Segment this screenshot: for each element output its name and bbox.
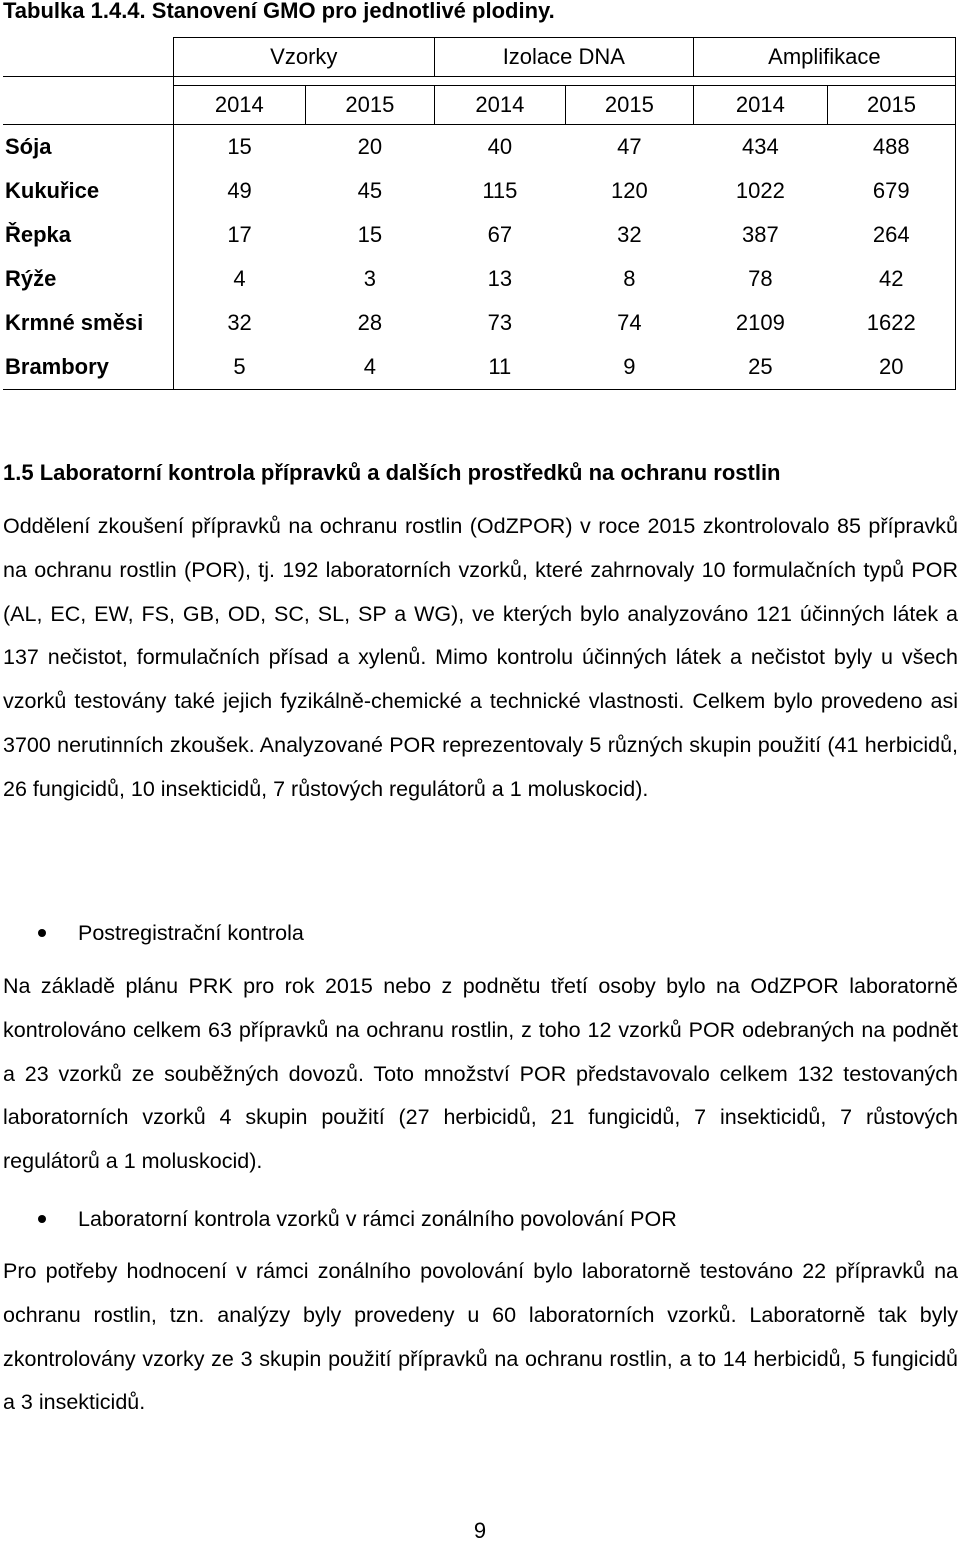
bullet-zonalni	[38, 1204, 677, 1234]
table-cell: 11	[434, 345, 565, 390]
table-cell: 20	[827, 345, 955, 390]
bullet-postregistracni	[38, 918, 304, 948]
table-cell: 25	[693, 345, 827, 390]
row-label: Sója	[3, 125, 173, 170]
table-cell: 5	[173, 345, 305, 390]
table-cell: 40	[434, 125, 565, 170]
year-header: 2014	[693, 86, 827, 125]
table-row	[3, 345, 956, 390]
row-label: Rýže	[3, 257, 173, 301]
table-row	[3, 257, 956, 301]
table-cell: 115	[482, 178, 518, 203]
table-cell: 1622	[827, 301, 955, 345]
table-cell: 2109	[735, 310, 785, 335]
table-cell: 28	[357, 310, 383, 335]
year-header: 2015	[827, 86, 955, 125]
year-header: 2015	[305, 86, 434, 125]
table-cell: 67	[487, 222, 513, 247]
bullet-dot-icon	[38, 1215, 46, 1223]
table-cell: 42	[827, 257, 955, 301]
table-cell: 78	[748, 266, 773, 291]
table-cell: 15	[173, 125, 305, 170]
table-cell: 9	[565, 345, 693, 390]
table-row	[3, 125, 956, 170]
page-number: 9	[473, 1518, 487, 1543]
paragraph-zonalni: Pro potřeby hodnocení v rámci zonálního povolování bylo laboratorně testováno 22 přípravků na ochranu rostlin, tzn. analýzy byly provedeny u 60 laboratorních vzorků. Laboratorně tak byly zkontrolovány vzorky ze 3 skupin použití přípravků na ochranu rostlin, a to 14 herbicidů, 5 fungicidů a 3 insekticidů.	[3, 1259, 958, 1415]
group-header-izolace: Izolace DNA	[434, 38, 693, 77]
table-cell: 74	[617, 310, 642, 335]
table-cell: 32	[617, 222, 642, 247]
table-cell: 13	[487, 266, 513, 291]
year-header: 2014	[434, 86, 565, 125]
row-label: Krmné směsi	[3, 301, 173, 345]
table-cell: 387	[742, 222, 779, 247]
table-cell: 47	[565, 125, 693, 170]
row-label: Kukuřice	[3, 169, 173, 213]
paragraph-prk: Na základě plánu PRK pro rok 2015 nebo z podnětu třetí osoby bylo na OdZPOR laboratorně kontrolováno celkem 63 přípravků na ochranu rostlin, z toho 12 vzorků POR odebraných na podnět a 23 vzorků ze souběžných dovozů. Toto množství POR představovalo celkem 132 testovaných laboratorních vzorků 4 skupin použití (27 herbicidů, 21 fungicidů, 7 insekticidů, 7 růstových regulátorů a 1 moluskocid).	[3, 974, 958, 1174]
year-header: 2014	[173, 86, 305, 125]
table-cell: 679	[827, 169, 955, 213]
table-cell: 1022	[735, 178, 785, 203]
table-row	[3, 301, 956, 345]
row-label: Brambory	[3, 345, 173, 390]
section-heading: 1.5 Laboratorní kontrola přípravků a dalších prostředků na ochranu rostlin	[3, 460, 781, 485]
table-cell: 8	[623, 266, 636, 291]
group-header-amplifikace: Amplifikace	[693, 38, 955, 77]
year-header: 2015	[565, 86, 693, 125]
table-caption: Tabulka 1.4.4. Stanovení GMO pro jednotlivé plodiny.	[3, 0, 555, 23]
table-cell: 49	[227, 178, 252, 203]
table-cell: 45	[357, 178, 383, 203]
bullet-label: Laboratorní kontrola vzorků v rámci zonálního povolování POR	[78, 1207, 677, 1231]
table-cell: 488	[827, 125, 955, 170]
table-cell: 73	[487, 310, 513, 335]
table-corner-cell-2	[3, 86, 173, 125]
paragraph-odzpor: Oddělení zkoušení přípravků na ochranu rostlin (OdZPOR) v roce 2015 zkontrolovalo 85 přípravků na ochranu rostlin (POR), tj. 192 laboratorních vzorků, které zahrnovaly 10 formulačních typů POR (AL, EC, EW, FS, GB, OD, SC, SL, SP a WG), ve kterých bylo analyzováno 121 účinných látek a 137 nečistot, formulačních přísad a xylenů. Mimo kontrolu účinných látek a nečistot byly u všech vzorků testovány také jejich fyzikálně-chemické a technické vlastnosti. Celkem bylo provedeno asi 3700 nerutinních zkoušek. Analyzované POR reprezentovaly 5 různých skupin použití (41 herbicidů, 26 fungicidů, 10 insekticidů, 7 růstových regulátorů a 1 moluskocid).	[3, 514, 958, 801]
table-corner-cell	[3, 38, 173, 77]
row-label: Řepka	[3, 213, 173, 257]
table-row	[3, 213, 956, 257]
gmo-table	[3, 37, 956, 390]
bullet-label: Postregistrační kontrola	[78, 921, 304, 945]
group-header-vzorky: Vzorky	[173, 38, 434, 77]
table-cell: 32	[227, 310, 252, 335]
table-cell: 264	[827, 213, 955, 257]
bullet-dot-icon	[38, 929, 46, 937]
table-cell: 4	[305, 345, 434, 390]
table-cell: 15	[357, 222, 383, 247]
table-cell: 434	[693, 125, 827, 170]
table-row	[3, 169, 956, 213]
table-cell: 4	[233, 266, 246, 291]
table-cell: 20	[305, 125, 434, 170]
table-cell: 120	[610, 178, 648, 203]
table-cell: 17	[227, 222, 252, 247]
table-cell: 3	[363, 266, 376, 291]
